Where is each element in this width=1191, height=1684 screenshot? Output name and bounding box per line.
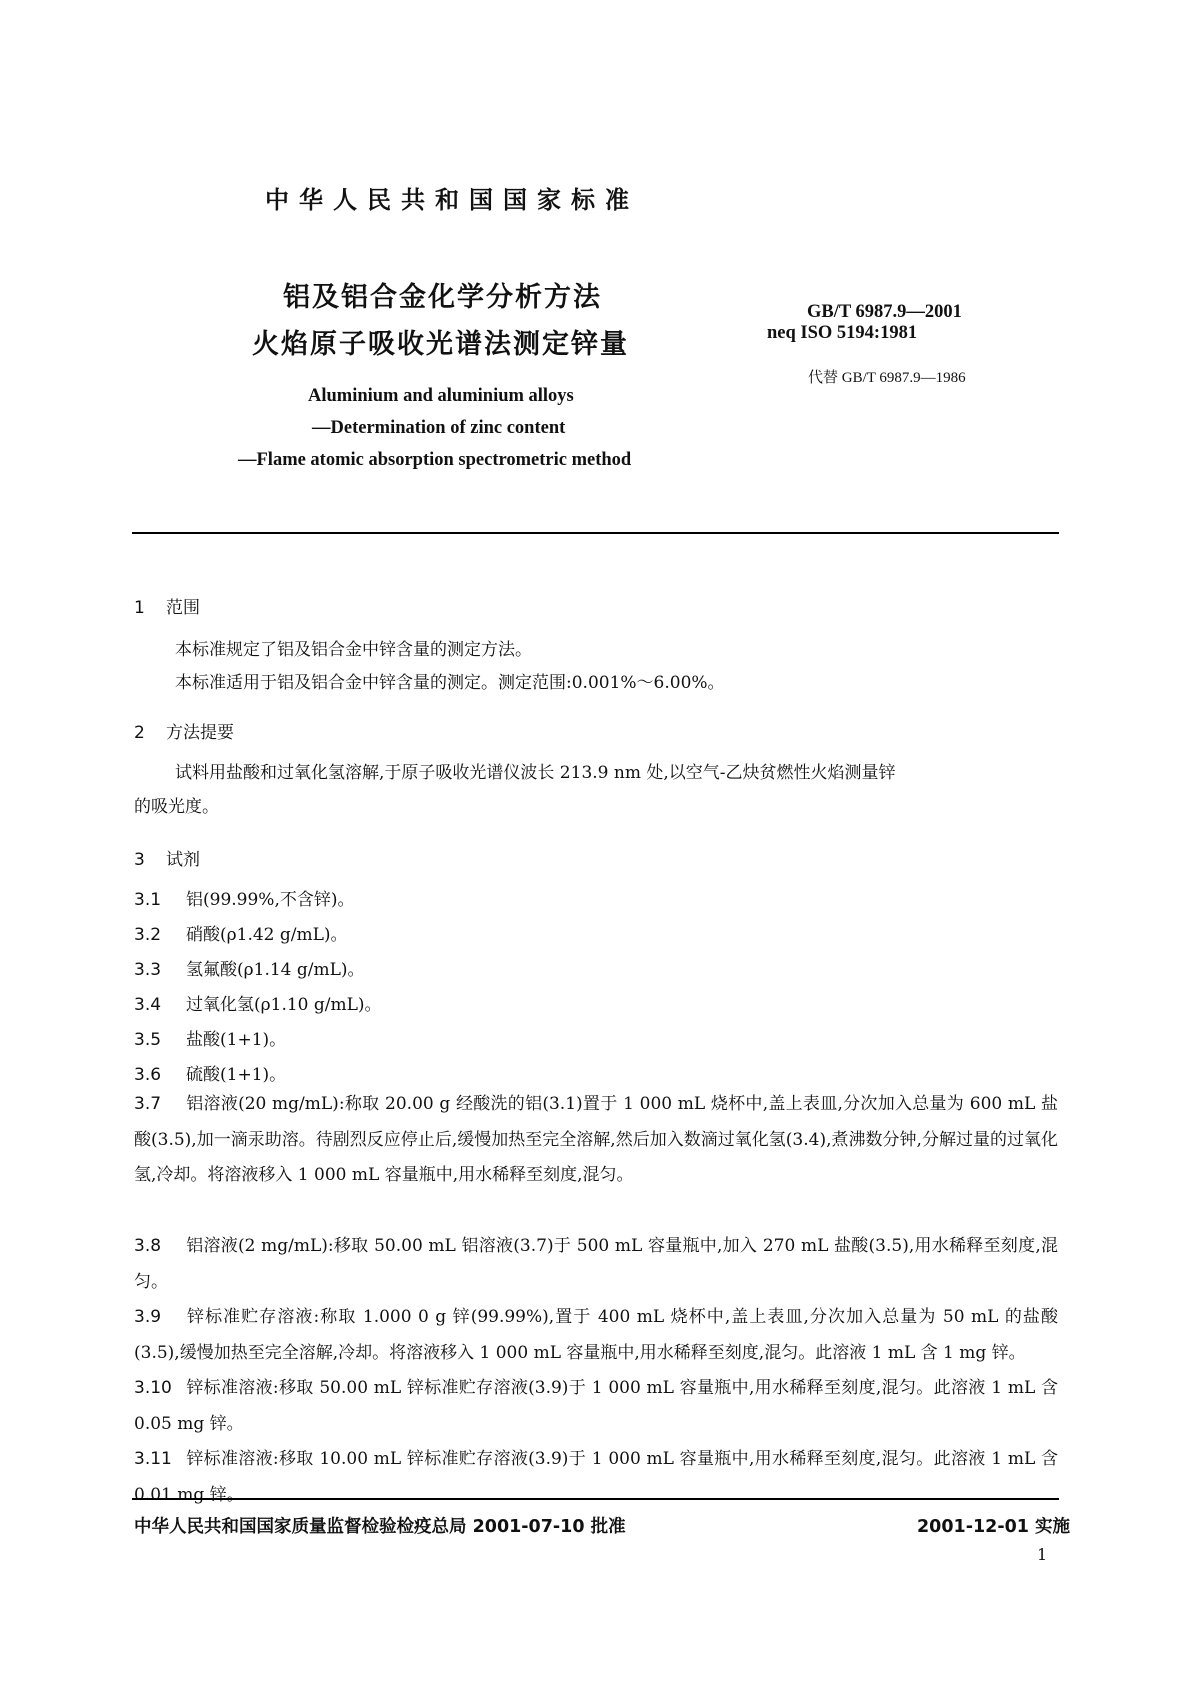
section-number: 3 — [134, 850, 145, 870]
reagent-item: 3.9 锌标准贮存溶液:称取 1.000 0 g 锌(99.99%),置于 400 mL 烧杯中,盖上表皿,分次加入总量为 50 mL 的盐酸(3.5),缓慢加热至完全溶解,冷却。将溶液移入 1 000 mL 容量瓶中,用水稀释至刻度,混匀。此溶液 1 mL 含 1 mg 锌。 — [134, 1307, 1058, 1363]
reagent-item: 3.2 硝酸(ρ1.42 g/mL)。 — [134, 925, 348, 945]
implementation-date: 2001-12-01 实施 — [917, 1517, 1071, 1537]
replaces-standard: 代替 GB/T 6987.9—1986 — [808, 370, 966, 386]
title-en-line3: —Flame atomic absorption spectrometric method — [238, 450, 632, 470]
principle-paragraph-line2: 的吸光度。 — [134, 797, 219, 817]
reagent-item: 3.11 锌标准溶液:移取 10.00 mL 锌标准贮存溶液(3.9)于 1 000 mL 容量瓶中,用水稀释至刻度,混匀。此溶液 1 mL 含 0.01 mg 锌。 — [134, 1449, 1058, 1505]
issuing-organization: 中华人民共和国国家标准 — [265, 186, 639, 214]
reagent-item: 3.6 硫酸(1+1)。 — [134, 1065, 287, 1085]
standard-code: GB/T 6987.9—2001 — [807, 302, 962, 322]
reagent-item: 3.7 铝溶液(20 mg/mL):称取 20.00 g 经酸洗的铝(3.1)置于 1 000 mL 烧杯中,盖上表皿,分次加入总量为 600 mL 盐酸(3.5),加一滴汞助溶。待剧烈反应停止后,缓慢加热至完全溶解,然后加入数滴过氧化氢(3.4),煮沸数分钟,分解过量的过氧化氢,冷却。将溶液移入 1 000 mL 容量瓶中,用水稀释至刻度,混匀。 — [134, 1094, 1058, 1185]
reagent-item: 3.3 氢氟酸(ρ1.14 g/mL)。 — [134, 960, 365, 980]
header-divider — [132, 532, 1059, 534]
page-number: 1 — [1037, 1545, 1048, 1564]
iso-equivalence: neq ISO 5194:1981 — [767, 323, 918, 343]
section-heading-principle — [134, 718, 234, 743]
title-en-line1: Aluminium and aluminium alloys — [308, 386, 574, 406]
title-zh-line2: 火焰原子吸收光谱法测定锌量 — [252, 329, 629, 360]
section-title: 范围 — [166, 598, 200, 618]
footer-divider — [132, 1498, 1059, 1500]
principle-paragraph-line1: 试料用盐酸和过氧化氢溶解,于原子吸收光谱仪波长 213.9 nm 处,以空气-乙炔贫燃性火焰测量锌 — [175, 763, 896, 783]
title-zh-line1: 铝及铝合金化学分析方法 — [283, 282, 602, 313]
section-number: 2 — [134, 723, 145, 743]
reagent-item: 3.5 盐酸(1+1)。 — [134, 1030, 287, 1050]
reagent-item: 3.8 铝溶液(2 mg/mL):移取 50.00 mL 铝溶液(3.7)于 500 mL 容量瓶中,加入 270 mL 盐酸(3.5),用水稀释至刻度,混匀。 — [134, 1236, 1058, 1292]
reagent-item: 3.1 铝(99.99%,不含锌)。 — [134, 890, 355, 910]
section-number: 1 — [134, 598, 145, 618]
reagent-item: 3.4 过氧化氢(ρ1.10 g/mL)。 — [134, 995, 382, 1015]
reagent-item: 3.10 锌标准溶液:移取 50.00 mL 锌标准贮存溶液(3.9)于 1 000 mL 容量瓶中,用水稀释至刻度,混匀。此溶液 1 mL 含 0.05 mg 锌。 — [134, 1378, 1058, 1434]
section-title: 方法提要 — [166, 723, 234, 743]
approval-statement: 中华人民共和国国家质量监督检验检疫总局 2001-07-10 批准 — [134, 1517, 626, 1537]
scope-paragraph-2: 本标准适用于铝及铝合金中锌含量的测定。测定范围:0.001%～6.00%。 — [175, 673, 725, 693]
section-heading-reagents — [134, 845, 200, 870]
section-heading-scope — [134, 593, 200, 618]
scope-paragraph-1: 本标准规定了铝及铝合金中锌含量的测定方法。 — [175, 640, 532, 660]
section-title: 试剂 — [166, 850, 200, 870]
title-en-line2: —Determination of zinc content — [312, 418, 566, 438]
